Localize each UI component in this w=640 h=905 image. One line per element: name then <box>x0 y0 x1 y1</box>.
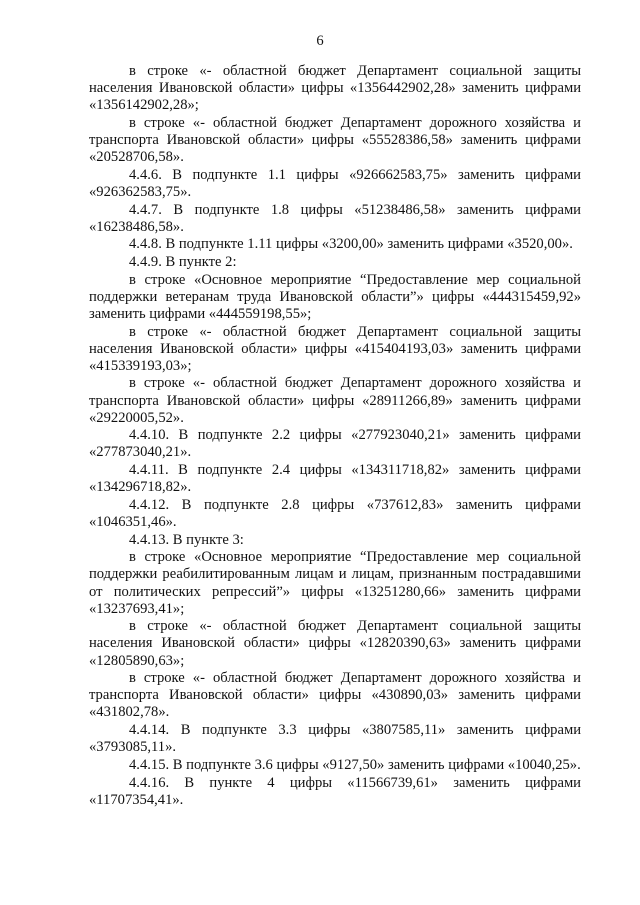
paragraph-16: в строке «- областной бюджет Департамент дорожного хозяйства и транспорта Ивановской области» цифры «430890,03» заменить цифрами «431802,78». <box>89 670 581 721</box>
paragraph-1: в строке «- областной бюджет Департамент социальной защиты населения Ивановской области» цифры «1356442902,28» заменить цифрами «1356142902,28»; <box>89 63 581 114</box>
paragraph-4: 4.4.7. В подпункте 1.8 цифры «51238486,58» заменить цифрами «16238486,58». <box>89 201 581 235</box>
paragraph-11: 4.4.11. В подпункте 2.4 цифры «134311718,82» заменить цифрами «134296718,82». <box>89 462 581 496</box>
paragraph-7: в строке «Основное мероприятие “Предоставление мер социальной поддержки ветеранам труда Ивановской области”» цифры «444315459,92» заменить цифрами «444559198,55»; <box>89 271 581 322</box>
paragraph-15: в строке «- областной бюджет Департамент социальной защиты населения Ивановской области» цифры «12820390,63» заменить цифрами «12805890,63»; <box>89 618 581 669</box>
paragraph-3: 4.4.6. В подпункте 1.1 цифры «926662583,75» заменить цифрами «926362583,75». <box>89 166 581 200</box>
paragraph-17: 4.4.14. В подпункте 3.3 цифры «3807585,11» заменить цифрами «3793085,11». <box>89 722 581 756</box>
paragraph-8: в строке «- областной бюджет Департамент социальной защиты населения Ивановской области» цифры «415404193,03» заменить цифрами «415339193,03»; <box>89 323 581 374</box>
paragraph-6: 4.4.9. В пункте 2: <box>129 254 237 270</box>
paragraph-5: 4.4.8. В подпункте 1.11 цифры «3200,00» заменить цифрами «3520,00». <box>129 236 573 253</box>
paragraph-2: в строке «- областной бюджет Департамент дорожного хозяйства и транспорта Ивановской области» цифры «55528386,58» заменить цифрами «20528706,58». <box>89 114 581 166</box>
paragraph-14: в строке «Основное мероприятие “Предоставление мер социальной поддержки реабилитированным лицам и лицам, признанным пострадавшими от политических репрессий”» цифры «13251280,66» заменить цифрами «13237693,41»; <box>89 549 581 617</box>
paragraph-9: в строке «- областной бюджет Департамент дорожного хозяйства и транспорта Ивановской области» цифры «28911266,89» заменить цифрами «29220005,52». <box>89 375 581 426</box>
paragraph-13: 4.4.13. В пункте 3: <box>129 531 244 548</box>
paragraph-18: 4.4.15. В подпункте 3.6 цифры «9127,50» заменить цифрами «10040,25». <box>129 756 581 773</box>
paragraph-12: 4.4.12. В подпункте 2.8 цифры «737612,83» заменить цифрами «1046351,46». <box>89 496 581 530</box>
page-number: 6 <box>316 33 324 49</box>
paragraph-19: 4.4.16. В пункте 4 цифры «11566739,61» заменить цифрами «11707354,41». <box>89 774 581 808</box>
document-body <box>89 63 581 809</box>
paragraph-10: 4.4.10. В подпункте 2.2 цифры «277923040,21» заменить цифрами «277873040,21». <box>89 427 581 461</box>
